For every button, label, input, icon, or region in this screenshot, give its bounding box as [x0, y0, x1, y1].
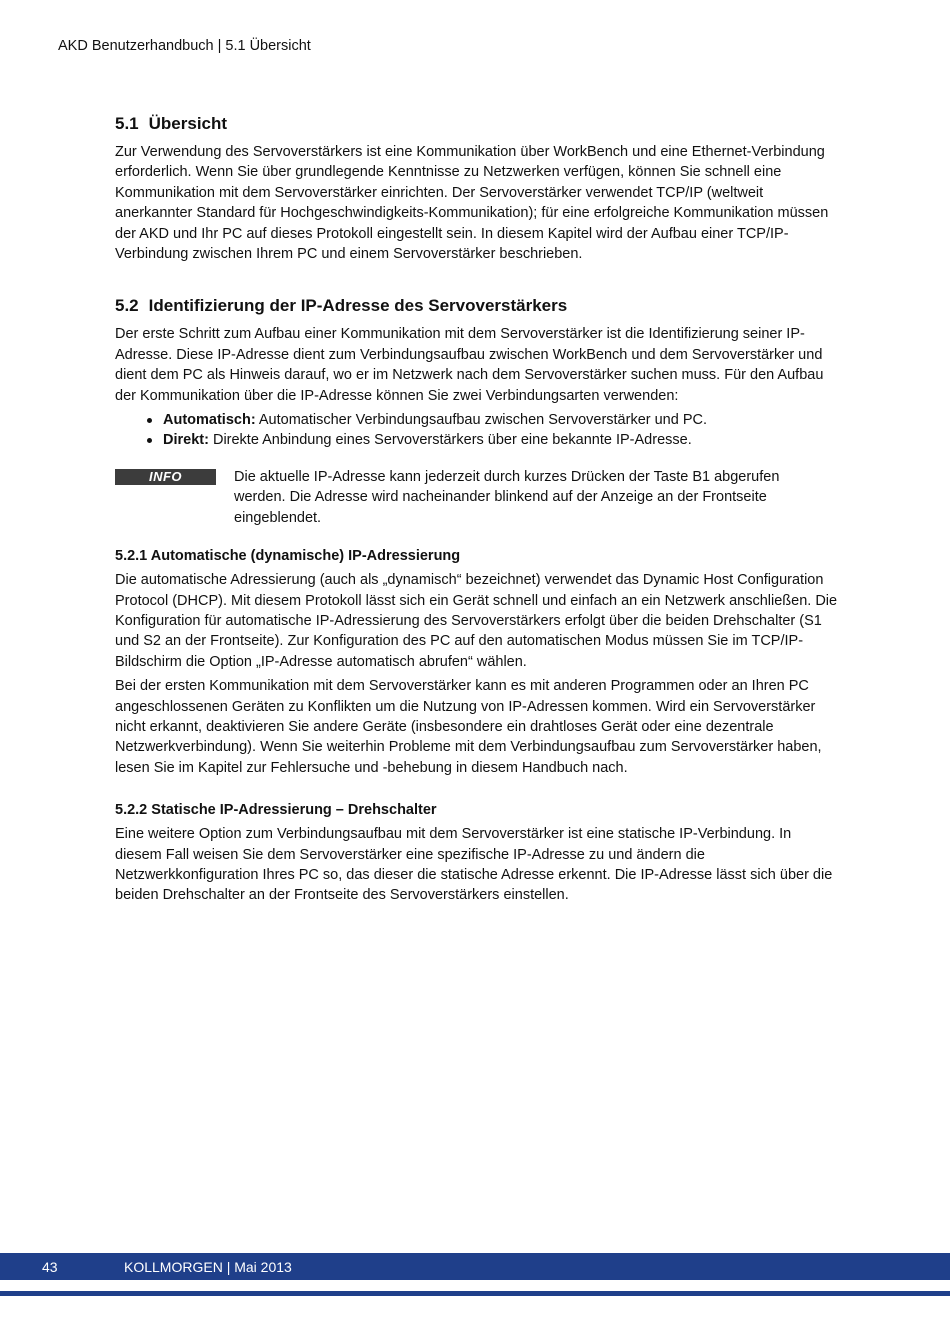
paragraph: Bei der ersten Kommunikation mit dem Servoverstärker kann es mit anderen Programmen oder an Ihren PC angeschlossenen Geräten zu Konflikten um die Nutzung von IP-Adressen kommen. Wird ein Servoverstärker nicht erkannt, deaktivieren Sie andere Geräte (insbesondere ein drahtloses Gerät oder eine dezentrale Netzwerkverbindung). Wenn Sie weiterhin Probleme mit dem Verbindungsaufbau zum Servoverstärker haben, lesen Sie im Kapitel zur Fehlersuche und -behebung in diesem Handbuch nach. [115, 678, 822, 776]
page-content [115, 112, 840, 910]
section-number: 5.1 [115, 114, 139, 133]
subsection-heading-5-2-2: 5.2.2 Statische IP-Adressierung – Drehschalter [115, 802, 437, 819]
footer-bar [0, 1253, 950, 1280]
section-title: Identifizierung der IP-Adresse des Servoverstärkers [148, 296, 568, 316]
paragraph: Zur Verwendung des Servoverstärkers ist eine Kommunikation über WorkBench und eine Ethernet-Verbindung erforderlich. Wenn Sie über grundlegende Kenntnisse zu Netzwerken verfügen, können Sie schnell eine Kommunikation mit dem Servoverstärker einrichten. Der Servoverstärker verwendet TCP/IP (weltweit anerkannter Standard für Hochgeschwindigkeits-Kommunikation); für eine erfolgreiche Kommunikation müssen der AKD und Ihr PC auf dieses Protokoll eingestellt sein. In diesem Kapitel wird der Aufbau einer TCP/IP-Verbindung zwischen Ihrem PC und einem Servoverstärker beschrieben. [115, 144, 829, 263]
info-note [115, 467, 840, 528]
subsection-heading-5-2-1: 5.2.1 Automatische (dynamische) IP-Adressierung [115, 548, 461, 565]
bullet-term: Automatisch: [163, 412, 256, 429]
section-number: 5.2 [115, 296, 139, 316]
footer-divider [0, 1291, 950, 1296]
info-badge: INFO [115, 469, 216, 485]
section-heading-5-1 [115, 112, 840, 136]
bullet-text: Automatischer Verbindungsaufbau zwischen Servoverstärker und PC. [255, 412, 708, 429]
bullet-list [115, 410, 840, 451]
running-header: AKD Benutzerhandbuch | 5.1 Übersicht [58, 38, 311, 54]
section-heading-5-2 [115, 294, 840, 318]
paragraph: Die automatische Adressierung (auch als „dynamisch“ bezeichnet) verwendet das Dynamic Host Configuration Protocol (DHCP). Mit diesem Protokoll lässt sich ein Gerät schnell und einfach an ein Netzwerk anschließen. Die Konfiguration für automatische IP-Adressierung des Servoverstärkers erfolgt über die beiden Drehschalter (S1 und S2 an der Frontseite). Zur Konfiguration des PC auf den automatischen Modus müssen Sie im TCP/IP-Bildschirm die Option „IP-Adresse automatisch abrufen“ wählen. [115, 572, 838, 670]
section-title: Übersicht [148, 114, 228, 133]
list-item [115, 410, 840, 430]
bullet-term: Direkt: [163, 432, 209, 449]
paragraph: Der erste Schritt zum Aufbau einer Kommunikation mit dem Servoverstärker ist die Identifizierung seiner IP-Adresse. Diese IP-Adresse dient zum Verbindungsaufbau zwischen WorkBench und dem Servoverstärker und dient dem PC als Hinweis darauf, wo er im Netzwerk nach dem Servoverstärker suchen muss. Für den Aufbau der Kommunikation über die IP-Adresse können Sie zwei Verbindungsarten verwenden: [115, 326, 824, 404]
page-number: 43 [42, 1259, 58, 1275]
list-item [115, 430, 840, 450]
footer-company: KOLLMORGEN | Mai 2013 [124, 1259, 292, 1275]
info-text: Die aktuelle IP-Adresse kann jederzeit durch kurzes Drücken der Taste B1 abgerufen werden. Die Adresse wird nacheinander blinkend auf der Anzeige an der Frontseite eingeblendet. [234, 468, 780, 526]
bullet-text: Direkte Anbindung eines Servoverstärkers über eine bekannte IP-Adresse. [208, 432, 692, 449]
paragraph: Eine weitere Option zum Verbindungsaufbau mit dem Servoverstärker ist eine statische IP-Verbindung. In diesem Fall weisen Sie dem Servoverstärker eine spezifische IP-Adresse zu und ändern die Netzwerkkonfiguration Ihres PC so, das dieser die statische Adresse erkennt. Die IP-Adresse lässt sich über die beiden Drehschalter an der Frontseite des Servoverstärkers einstellen. [115, 826, 833, 904]
